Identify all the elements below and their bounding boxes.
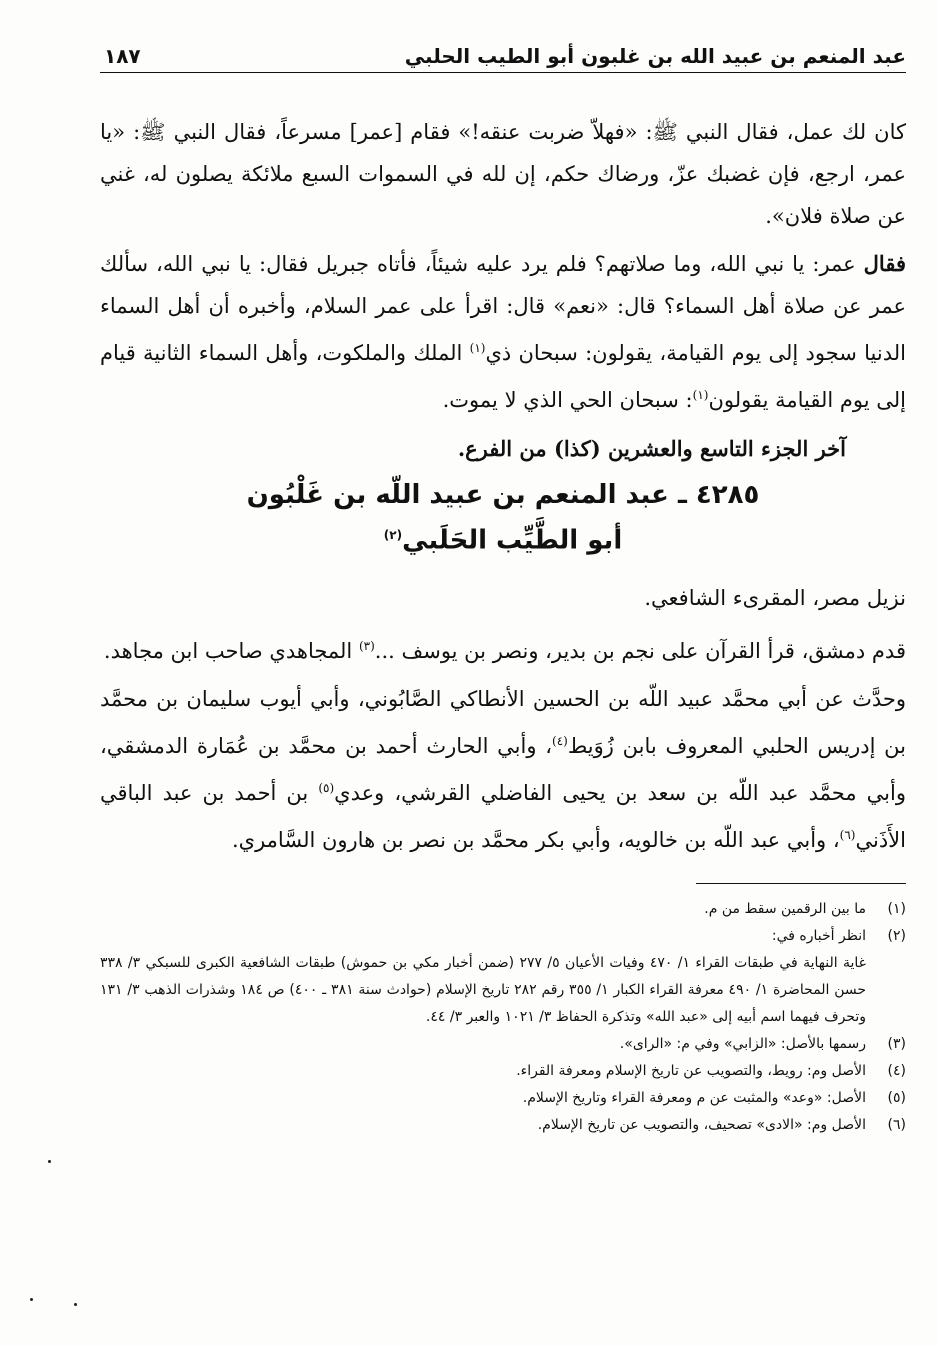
- paragraph-gabriel-text: عمر: يا نبي الله، وما صلاتهم؟ فلم يرد عليه شيئاً، فأتاه جبريل فقال: يا نبي الله، سألك عمر عن صلاة أهل السماء؟ قال: «نعم» قال: اقرأ على عمر السلام، وأخبره أن أهل السماء الدنيا سجود إلى يوم القيامة، يقولون: سبحان ذي: [100, 252, 906, 365]
- footnotes: [100, 896, 906, 1139]
- footnote-text: انظر أخباره في:: [771, 927, 866, 944]
- footnote-text: رسمها بالأصل: «الزابي» وفي م: «الراى».: [619, 1035, 866, 1052]
- paragraph-gabriel-mid: الملك والملكوت، وأهل السماء الثانية قيام إلى يوم القيامة يقولون: [100, 341, 906, 412]
- footnote-text: الأصل وم: «الادى» تصحيف، والتصويب عن تاريخ الإسلام.: [537, 1116, 866, 1133]
- footnote-item: [100, 923, 906, 950]
- entry-heading-line1: ٤٢٨٥ ـ عبد المنعم بن عبيد اللّه بن غَلْبُون: [246, 480, 760, 510]
- footnote-ref-4[interactable]: (٤): [552, 733, 568, 748]
- footnote-continuation: غاية النهاية في طبقات القراء ١/ ٤٧٠ وفيات الأعيان ٥/ ٢٧٧ (ضمن أخبار مكي بن حموش) طبقات الشافعية الكبرى للسبكي ٣/ ٣٣٨ حسن المحاضرة ١/ ٤٩٠ معرفة القراء الكبار ١/ ٣٥٥ رقم ٢٨٢ تاريخ الإسلام (حوادث سنة ٣٨١ ـ ٤٠٠) ص ١٨٤ وشذرات الذهب ٣/ ١٣١ وتحرف فيهما اسم أبيه إلى «عبد الله» وتذكرة الحفاظ ٣/ ١٠٢١ والعبر ٣/ ٤٤.: [100, 954, 867, 1025]
- footnote-number: (٢): [887, 927, 906, 944]
- paragraph-gabriel-end: : سبحان الحي الذي لا يموت.: [442, 388, 693, 412]
- paragraph-teachers-text: قدم دمشق، قرأ القرآن على نجم بن بدير، ونصر بن يوسف ...: [374, 638, 906, 663]
- footnote-item: [100, 1112, 906, 1139]
- paragraph-lead-word: فقال: [863, 251, 906, 276]
- entry-heading-line2-text: أبو الطَّيِّب الحَلَبي: [402, 525, 623, 556]
- paragraph-gabriel: [100, 243, 906, 421]
- footnote-ref-1b[interactable]: (١): [692, 388, 709, 402]
- footnote-item: [100, 1031, 906, 1058]
- section-end-note: آخر الجزء التاسع والعشرين (كذا) من الفرع.: [457, 436, 846, 461]
- footnote-text: الأصل وم: رويط، والتصويب عن تاريخ الإسلام ومعرفة القراء.: [516, 1062, 866, 1079]
- paragraph-narrations-c: بن أحمد بن عبد الباقي الأَذَني: [100, 780, 906, 852]
- footnote-number: (٣): [887, 1035, 906, 1052]
- footnote-item: [100, 1085, 906, 1112]
- paragraph-residence: نزيل مصر، المقرىء الشافعي.: [644, 585, 906, 610]
- footnote-number: (٤): [887, 1062, 906, 1079]
- paragraph-hadith-text: كان لك عمل، فقال النبي ﷺ: «فهلاّ ضربت عنقه!» فقام [عمر] مسرعاً، فقال النبي ﷺ: «يا عمر، ارجع، فإن غضبك عزّ، ورضاك حكم، إن لله في السموات السبع ملائكة يصلون له، غني عن صلاة فلان».: [100, 120, 906, 228]
- scan-speck: [74, 1303, 77, 1306]
- page-number: ١٨٧: [104, 44, 141, 68]
- entry-heading: [100, 475, 906, 561]
- footnote-item: [100, 896, 906, 923]
- paragraph-teachers-end: المجاهدي صاحب ابن مجاهد.: [103, 638, 359, 663]
- footnote-number: (١): [887, 900, 906, 917]
- entry-heading-line2: [100, 515, 906, 561]
- paragraph-narrations: [100, 678, 906, 861]
- footnote-number: (٦): [887, 1116, 906, 1133]
- footnote-item: [100, 1058, 906, 1085]
- footnote-ref-6[interactable]: (٦): [839, 827, 856, 842]
- footnote-separator: [696, 883, 906, 884]
- footnote-ref-5[interactable]: (٥): [318, 780, 335, 795]
- main-text: [100, 111, 906, 861]
- footnote-text: الأصل: «وعد» والمثبت عن م ومعرفة القراء وتاريخ الإسلام.: [522, 1089, 866, 1106]
- running-title: عبد المنعم بن عبيد الله بن غلبون أبو الطيب الحلبي: [404, 44, 906, 68]
- paragraph-narrations-d: ، وأبي عبد اللّه بن خالويه، وأبي بكر محمَّد بن نصر بن هارون السَّامري.: [231, 827, 840, 852]
- paragraph-teachers: [100, 625, 906, 672]
- footnote-text: ما بين الرقمين سقط من م.: [704, 900, 866, 917]
- book-page: [100, 36, 906, 1139]
- footnote-ref-2[interactable]: (٢): [383, 528, 403, 542]
- page-header: [100, 36, 906, 73]
- footnote-ref-3[interactable]: (٣): [358, 638, 375, 653]
- paragraph-narrations-b: ، وأبي الحارث أحمد بن محمَّد بن عُمَارة الدمشقي، وأبي محمَّد عبد اللّه بن سعد بن يحيى الفاضلي القرشي، وعدي: [100, 733, 906, 805]
- footnote-number: (٥): [887, 1089, 906, 1106]
- scan-speck: [48, 1160, 51, 1163]
- scan-speck: [30, 1298, 33, 1301]
- paragraph-narrations-a: وحدَّث عن أبي محمَّد عبيد اللّه بن الحسين الأنطاكي الصَّابُوني، وأبي أيوب سليمان بن محمَّد بن إدريس الحلبي المعروف بابن زُوَيط: [100, 686, 906, 758]
- footnote-ref-1[interactable]: (١): [469, 341, 486, 355]
- paragraph-hadith: [100, 111, 906, 237]
